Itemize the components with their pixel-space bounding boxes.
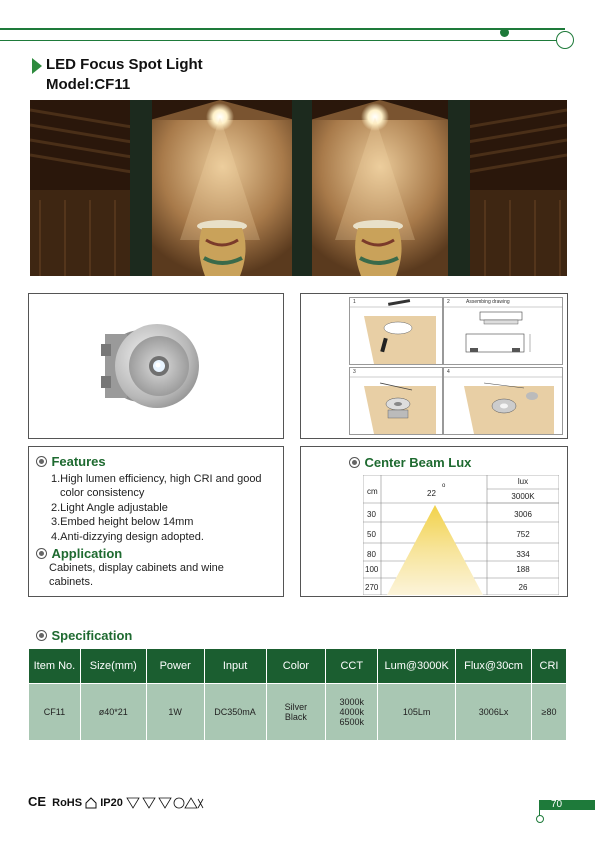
column-header: Input [204,649,266,684]
beam-heading-row [349,454,471,472]
specification-heading: Specification [51,628,133,643]
beam-lux-value: 26 [518,583,528,592]
cell-lum: 105Lm [378,684,456,741]
step-number: 2 [447,299,450,305]
top-rule [0,28,565,30]
beam-distance: 270 [365,583,379,592]
beam-distance: 30 [367,510,376,519]
cell-item-no: CF11 [29,684,81,741]
lux-label: lux [517,477,529,486]
cell-input: DC350mA [204,684,266,741]
application-text: cabinets. [49,576,94,588]
leaf-icon [32,58,42,74]
page-number: 70 [551,799,563,810]
cell-cri: ≥80 [532,684,567,741]
features-panel [28,446,284,597]
install-step-2 [443,297,563,365]
features-heading-row [36,453,106,471]
certification-marks [28,794,204,810]
column-header: Color [266,649,326,684]
model-number: Model:CF11 [46,76,131,93]
step-3-drawing [350,368,442,434]
step-1-drawing [350,298,442,364]
spot-light-product-image [29,294,283,438]
step-number: 4 [447,369,450,375]
degree-symbol: o [442,483,446,489]
feature-item: 4.Anti-dizzying design adopted. [51,531,204,543]
cell-color [266,684,326,741]
beam-cone [387,505,483,595]
assembling-drawing [444,298,562,364]
header-dot [500,28,509,37]
bullet-icon [36,456,47,467]
column-header: Flux@30cm [456,649,532,684]
top-rule-thin [0,40,560,41]
house-icon [85,797,97,809]
product-image-panel [28,293,284,439]
step-number: 3 [353,369,356,375]
step-caption: Assembing drawing [466,299,510,305]
specification-heading-row [36,627,132,645]
cct-option: 3000k [339,697,365,707]
step-number: 1 [353,299,356,305]
footer-ring [535,814,545,824]
column-header: CCT [326,649,378,684]
color-option: Black [284,712,307,722]
beam-lux-value: 334 [516,550,530,559]
beam-distance: 100 [365,565,379,574]
page-title: LED Focus Spot Light [46,56,203,73]
install-step-3 [349,367,443,435]
header-ring [556,31,574,49]
beam-heading: Center Beam Lux [364,455,472,470]
cct-option: 6500k [339,717,365,727]
table-row [29,684,567,741]
hero-photo [30,100,567,276]
ce-mark: CE [28,794,47,809]
compliance-symbols-icon [126,796,204,810]
specification-table [28,648,567,741]
cct-label: 3000K [511,492,535,501]
cell-flux: 3006Lx [456,684,532,741]
column-header: Size(mm) [80,649,146,684]
install-step-1 [349,297,443,365]
installation-steps-panel [300,293,568,439]
page-number-bar [540,800,595,810]
cell-power: 1W [146,684,204,741]
column-header: Item No. [29,649,81,684]
feature-item: 3.Embed height below 14mm [51,516,194,528]
rohs-mark: RoHS [52,797,83,809]
bullet-icon [36,630,47,641]
feature-item: 1.High lumen efficiency, high CRI and good [51,473,262,485]
color-option: Silver [284,702,308,712]
install-step-4 [443,367,563,435]
feature-item: 2.Light Angle adjustable [51,502,168,514]
cell-size: ø40*21 [80,684,146,741]
feature-item: color consistency [60,487,145,499]
table-header-row [29,649,567,684]
beam-angle: 22 [427,489,436,498]
center-beam-lux-panel [300,446,568,597]
bullet-icon [36,548,47,559]
column-header: Lum@3000K [378,649,456,684]
cm-label: cm [367,487,378,496]
step-4-drawing [444,368,562,434]
column-header: CRI [532,649,567,684]
beam-lux-value: 3006 [514,510,532,519]
application-heading: Application [51,546,123,561]
beam-lux-value: 752 [516,530,530,539]
cell-cct [326,684,378,741]
ip-rating: IP20 [100,797,123,809]
column-header: Power [146,649,204,684]
application-text: Cabinets, display cabinets and wine [49,562,224,574]
beam-distance: 50 [367,530,376,539]
beam-distance: 80 [367,550,376,559]
cct-option: 4000k [339,707,365,717]
bullet-icon [349,457,360,468]
features-heading: Features [51,454,106,469]
beam-lux-value: 188 [516,565,530,574]
